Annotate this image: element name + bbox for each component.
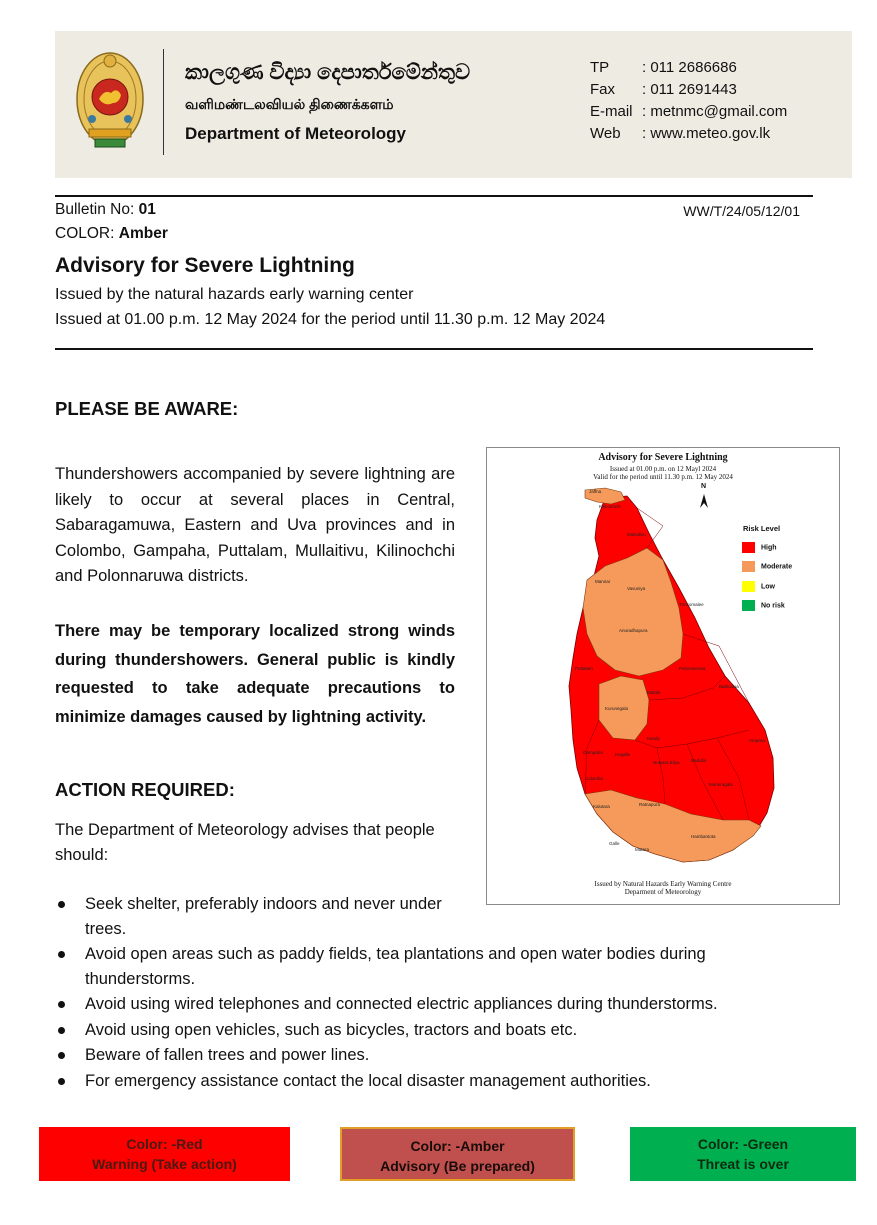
district-label: Kandy: [647, 736, 660, 741]
bulletin-number: [55, 201, 156, 219]
contact-web: [590, 125, 770, 142]
district-label: Colombo: [585, 776, 604, 781]
map-title: Advisory for Severe Lightning: [598, 452, 728, 463]
legend-item-moderate: [742, 561, 792, 572]
contact-value[interactable]: : www.meteo.gov.lk: [642, 125, 771, 142]
legend-label: No risk: [761, 602, 785, 610]
district-label: Polonnaruwa: [679, 666, 706, 671]
map-issued: Issued at 01.00 p.m. on 12 Mayl 2024: [609, 465, 717, 473]
color-key-amber: [340, 1127, 575, 1181]
action-item: Avoid using wired telephones and connected electric appliances during thunderstorms.: [55, 992, 835, 1017]
sri-lanka-emblem-icon: [75, 49, 145, 153]
issued-at: Issued at 01.00 p.m. 12 May 2024 for the period until 11.30 p.m. 12 May 2024: [55, 311, 606, 328]
legend-swatch: [742, 581, 755, 592]
top-rule: [55, 195, 813, 197]
district-label: Batticaloa: [719, 684, 739, 689]
color-key-green: [630, 1127, 856, 1181]
contact-fax: [590, 81, 737, 98]
legend-title: Risk Level: [743, 524, 781, 533]
color-key-title: Color: -Amber: [410, 1138, 505, 1154]
bulletin-color-label: COLOR:: [55, 225, 115, 242]
district-label: Vavuniya: [627, 586, 646, 591]
advisory-title: Advisory for Severe Lightning: [55, 254, 355, 277]
district-label: Matara: [635, 847, 650, 852]
district-label: Mannar: [595, 579, 611, 584]
legend-item-low: [742, 581, 775, 592]
color-key-title: Color: -Green: [697, 1136, 789, 1152]
color-key-title: Color: -Red: [126, 1136, 203, 1152]
district-label: Nuwara Eliya: [653, 760, 680, 765]
legend-swatch: [742, 600, 755, 611]
district-label: Kegalle: [615, 752, 631, 757]
action-item: Seek shelter, preferably indoors and never under trees.: [55, 892, 445, 941]
contact-value: : 011 2691443: [642, 81, 737, 98]
legend-label: High: [761, 544, 777, 552]
district-label: Ampara: [749, 738, 765, 743]
district-label: Puttalam: [575, 666, 593, 671]
contact-label: Fax: [590, 81, 616, 98]
department-name-sinhala: කාලගුණ විද්‍යා දෙපාර්තමේන්තුව: [185, 61, 471, 84]
sri-lanka-map: [487, 448, 839, 904]
bulletin-color: [55, 225, 168, 243]
district-label: Kalutara: [593, 804, 610, 809]
north-arrow-icon: [700, 494, 708, 508]
legend-label: Low: [761, 583, 775, 591]
map-footer-department: Deparment of Meteorology: [624, 888, 702, 896]
contact-label: Web: [590, 125, 621, 142]
legend-swatch: [742, 561, 755, 572]
contact-value[interactable]: : metnmc@gmail.com: [642, 103, 788, 120]
contact-value: : 011 2686686: [642, 59, 737, 76]
contact-label: TP: [590, 59, 610, 76]
bulletin-number-value: 01: [138, 201, 156, 218]
color-key-red: [39, 1127, 290, 1181]
legend-item-no-risk: [742, 600, 785, 611]
district-label: Galle: [609, 841, 620, 846]
action-list: [55, 892, 835, 1094]
district-label: Hambantota: [691, 834, 716, 839]
contact-label: E-mail: [590, 103, 633, 120]
bulletin-number-label: Bulletin No:: [55, 201, 135, 218]
action-heading: ACTION REQUIRED:: [55, 779, 235, 800]
district-label: Jaffna: [589, 489, 602, 494]
district-label: Ratnapura: [639, 802, 661, 807]
contact-email: [590, 103, 787, 120]
aware-paragraph: Thundershowers accompanied by severe lightning are likely to occur at several places in Central, Sabaragamuwa, Eastern and Uva provinces and in Colombo, Gampaha, Puttalam, Mullaitivu, Kilinochchi and Polonnaruwa districts.: [55, 465, 455, 585]
color-key-meaning: Advisory (Be prepared): [380, 1158, 535, 1174]
action-item: For emergency assistance contact the local disaster management authorities.: [55, 1069, 835, 1094]
action-item: Avoid open areas such as paddy fields, tea plantations and open water bodies during thunderstorms.: [55, 942, 785, 991]
department-name-tamil: வளிமண்டலவியல் திணைக்களம்: [185, 96, 394, 112]
risk-map-panel: [486, 447, 840, 905]
district-label: Gampaha: [583, 750, 603, 755]
legend-swatch: [742, 542, 755, 553]
action-item: Avoid using open vehicles, such as bicycles, tractors and boats etc.: [55, 1018, 835, 1043]
precaution-paragraph: There may be temporary localized strong winds during thundershowers. General public is kindly requested to take adequate precautions to minimize damages caused by lightning activity.: [55, 622, 455, 726]
header-divider: [163, 49, 164, 155]
district-label: Kurunegala: [605, 706, 629, 711]
north-label: N: [701, 483, 707, 490]
map-footer-issuer: Issued by Natural Hazards Early Warning Centre: [594, 880, 732, 888]
legend-item-high: [742, 542, 777, 553]
map-valid: Valid for the period until 11.30 p.m. 12 May 2024: [593, 473, 733, 481]
legend-label: Moderate: [761, 563, 793, 571]
letterhead: [55, 31, 852, 178]
issued-by: Issued by the natural hazards early warning center: [55, 286, 414, 303]
district-label: Badulla: [691, 758, 707, 763]
color-key-meaning: Threat is over: [697, 1156, 789, 1172]
district-label: Anuradhapura: [619, 628, 648, 633]
aware-heading: PLEASE BE AWARE:: [55, 398, 239, 419]
action-item: Beware of fallen trees and power lines.: [55, 1043, 835, 1068]
action-intro: The Department of Meteorology advises that people should:: [55, 821, 435, 864]
district-label: Mullaitivu: [627, 532, 646, 537]
district-label: Kilinochchi: [599, 504, 621, 509]
contact-phone: [590, 59, 737, 76]
district-label: Matale: [647, 690, 661, 695]
department-name-english: Department of Meteorology: [185, 124, 407, 143]
district-label: Moneragala: [709, 782, 733, 787]
bulletin-color-value: Amber: [118, 225, 168, 242]
district-label: Trincomalee: [679, 602, 704, 607]
color-key-meaning: Warning (Take action): [92, 1156, 237, 1172]
bulletin-reference: WW/T/24/05/12/01: [683, 203, 800, 219]
bottom-rule: [55, 348, 813, 350]
